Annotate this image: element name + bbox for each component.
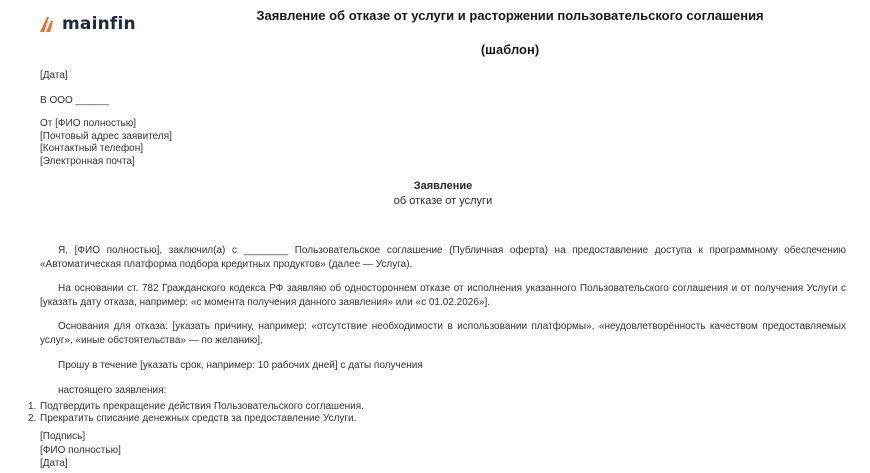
brand-name: mainfin bbox=[62, 14, 136, 34]
document-subtitle: (шаблон) bbox=[480, 42, 540, 57]
paragraph-request: Прошу в течение [указать срок, например: 10 рабочих дней] с даты получения bbox=[58, 360, 423, 371]
signature-block bbox=[40, 430, 121, 471]
sender-phone: [Контактный телефон] bbox=[40, 143, 144, 154]
list-item bbox=[28, 412, 364, 425]
signature-sign: [Подпись] bbox=[40, 431, 86, 442]
sender-address: [Почтовый адрес заявителя] bbox=[40, 130, 172, 142]
signature-date: [Дата] bbox=[40, 458, 68, 469]
request-list bbox=[28, 401, 364, 424]
sender-from: От [ФИО полностью] bbox=[40, 118, 137, 129]
statement-heading: Заявление bbox=[413, 180, 473, 192]
list-item-number: 1. bbox=[28, 401, 37, 412]
sender-email: [Электронная почта] bbox=[40, 155, 135, 167]
paragraph-intro: Я, [ФИО полностью], заключил(а) с ________ Пользовательское соглашение (Публичная оферта) на предоставление доступа к программному обеспечению «Автоматическая платформа подбора кредитных продуктов» (далее — Услуга). bbox=[40, 245, 846, 270]
document-title: Заявление об отказе от услуги и расторжении пользовательского соглашения bbox=[256, 8, 764, 23]
mainfin-logo-icon bbox=[38, 15, 60, 33]
list-item bbox=[28, 401, 364, 413]
recipient-line: В ООО ______ bbox=[40, 95, 109, 106]
paragraph-request-cont: настоящего заявления: bbox=[58, 385, 167, 396]
statement-subheading: об отказе от услуги bbox=[393, 195, 493, 207]
list-item-number: 2. bbox=[28, 412, 37, 424]
brand-logo bbox=[38, 14, 136, 34]
paragraph-refusal: На основании ст. 782 Гражданского кодекса РФ заявляю об одностороннем отказе от исполнения указанного Пользовательского соглашения и от получения Услуги с [указать дату отказа, например: «с момента получения данного заявления» или «с 01.02.2026»]. bbox=[40, 283, 846, 308]
paragraph-reasons: Основания для отказа: [указать причину, например: «отсутствие необходимости в использовании платформы», «неудовлетворённость качеством предоставляемых услуг», «иные обстоятельства» — по желанию]. bbox=[40, 321, 846, 346]
list-item-text: Прекратить списание денежных средств за предоставление Услуги. bbox=[40, 412, 357, 424]
sender-block bbox=[40, 118, 172, 168]
date-placeholder: [Дата] bbox=[40, 70, 68, 81]
list-item-text: Подтвердить прекращение действия Пользовательского соглашения. bbox=[40, 401, 364, 412]
signature-name: [ФИО полностью] bbox=[40, 444, 121, 456]
